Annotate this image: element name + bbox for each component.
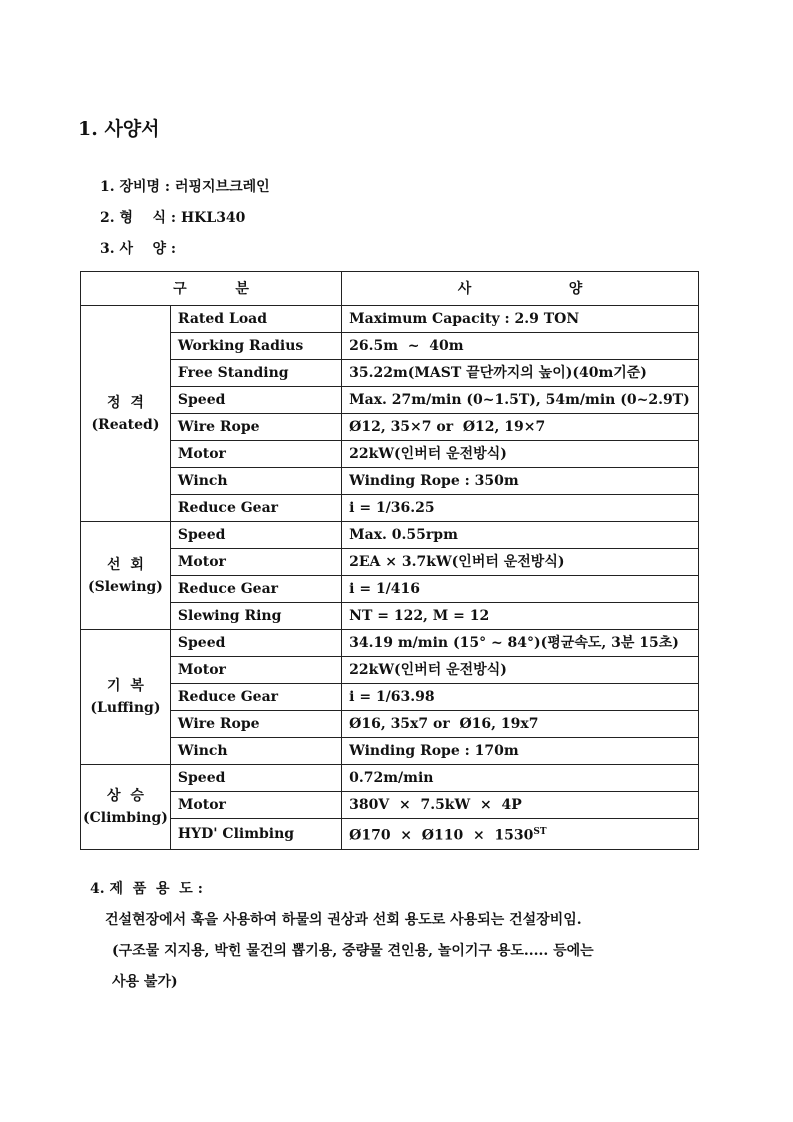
value-text: 34.19 m/min (15° ~ 84°)(평균속도, 3분 15초) <box>349 635 679 651</box>
item-cell: Reduce Gear <box>170 495 341 522</box>
item-cell: Winch <box>170 738 341 765</box>
table-row <box>81 441 699 468</box>
value-text: i = 1/416 <box>349 581 421 597</box>
value-text: 22kW(인버터 운전방식) <box>349 446 507 462</box>
value-text: 35.22m(MAST 끝단까지의 높이)(40m기준) <box>349 365 647 381</box>
table-row <box>81 738 699 765</box>
table-row <box>81 414 699 441</box>
item-cell: Free Standing <box>170 360 341 387</box>
item-cell: HYD' Climbing <box>170 819 341 850</box>
spec-label: 3. 사 양 : <box>100 241 177 257</box>
equipment-name-label: 1. 장비명 : <box>100 179 171 195</box>
group-name-en: (Slewing) <box>87 578 163 595</box>
equipment-name-value: 러핑지브크레인 <box>174 179 270 195</box>
value-cell <box>342 738 699 765</box>
value-text: Winding Rope : 170m <box>349 743 519 759</box>
table-row <box>81 360 699 387</box>
item-cell: Motor <box>170 549 341 576</box>
group-cell <box>81 765 171 850</box>
table-header-row <box>81 272 699 306</box>
value-cell <box>342 441 699 468</box>
group-name-en: (Climbing) <box>82 809 168 826</box>
usage-line-2: (구조물 지지용, 박힌 물건의 뽑기용, 중량물 견인용, 놀이기구 용도..... 등에는 <box>112 943 594 959</box>
value-cell <box>342 360 699 387</box>
value-cell <box>342 468 699 495</box>
table-row <box>81 306 699 333</box>
value-cell <box>342 630 699 657</box>
item-cell: Speed <box>170 765 341 792</box>
group-cell <box>81 522 171 630</box>
value-text: 380V × 7.5kW × 4P <box>349 797 522 813</box>
table-row <box>81 603 699 630</box>
value-text: Ø16, 35x7 or Ø16, 19x7 <box>349 716 539 732</box>
value-cell <box>342 576 699 603</box>
group-name-en: (Luffing) <box>90 700 161 716</box>
table-row <box>81 387 699 414</box>
value-text: 26.5m ~ 40m <box>349 338 464 354</box>
table-row <box>81 711 699 738</box>
table-row <box>81 630 699 657</box>
value-cell <box>342 333 699 360</box>
value-cell <box>342 414 699 441</box>
value-text: Winding Rope : 350m <box>349 473 519 489</box>
table-row <box>81 765 699 792</box>
item-cell: Wire Rope <box>170 414 341 441</box>
value-cell <box>342 522 699 549</box>
value-text: Ø12, 35×7 or Ø12, 19×7 <box>349 419 546 435</box>
table-row <box>81 468 699 495</box>
group-name-ko: 상 승 <box>107 787 144 804</box>
header-spec: 사 양 <box>342 272 699 306</box>
table-row <box>81 657 699 684</box>
table-row <box>81 576 699 603</box>
equipment-name-line <box>100 176 270 196</box>
value-cell <box>342 549 699 576</box>
value-text: Ø170 × Ø110 × 1530 <box>349 827 534 844</box>
item-cell: Speed <box>170 387 341 414</box>
value-text: i = 1/36.25 <box>349 500 435 516</box>
item-cell: Speed <box>170 630 341 657</box>
spec-table <box>80 271 699 850</box>
group-cell <box>81 306 171 522</box>
item-cell: Motor <box>170 441 341 468</box>
value-cell <box>342 387 699 414</box>
table-row <box>81 684 699 711</box>
table-row <box>81 549 699 576</box>
value-superscript: ST <box>533 827 547 837</box>
item-cell: Winch <box>170 468 341 495</box>
group-name-ko: 기 복 <box>107 678 144 694</box>
spec-line <box>100 238 176 258</box>
item-cell: Reduce Gear <box>170 576 341 603</box>
value-text: 22kW(인버터 운전방식) <box>349 662 507 678</box>
group-cell <box>81 630 171 765</box>
group-name-en: (Reated) <box>91 416 160 433</box>
usage-line-1: 건설현장에서 훅을 사용하여 하물의 권상과 선회 용도로 사용되는 건설장비임. <box>105 912 582 928</box>
item-cell: Motor <box>170 792 341 819</box>
value-text: 2EA × 3.7kW(인버터 운전방식) <box>349 554 565 570</box>
value-cell <box>342 711 699 738</box>
group-name-ko: 정 격 <box>107 394 144 411</box>
value-cell <box>342 306 699 333</box>
table-row <box>81 522 699 549</box>
table-row <box>81 333 699 360</box>
header-category: 구 분 <box>81 272 342 306</box>
model-line <box>100 207 245 227</box>
spec-table-body <box>81 272 699 850</box>
item-cell: Wire Rope <box>170 711 341 738</box>
section-title: 1. 사양서 <box>78 118 160 140</box>
item-cell: Speed <box>170 522 341 549</box>
value-text: NT = 122, M = 12 <box>349 608 490 624</box>
item-cell: Slewing Ring <box>170 603 341 630</box>
value-cell <box>342 819 699 850</box>
value-text: Max. 0.55rpm <box>349 527 458 543</box>
value-cell <box>342 603 699 630</box>
item-cell: Motor <box>170 657 341 684</box>
value-cell <box>342 495 699 522</box>
usage-heading: 4. 제 품 용 도 : <box>90 881 203 897</box>
model-value: HKL340 <box>180 210 246 226</box>
usage-line-3: 사용 불가) <box>112 974 178 990</box>
table-row <box>81 495 699 522</box>
table-row <box>81 819 699 850</box>
value-text: Maximum Capacity : 2.9 TON <box>349 311 580 327</box>
value-cell <box>342 684 699 711</box>
value-text: i = 1/63.98 <box>349 689 435 705</box>
value-text: 0.72m/min <box>349 770 434 786</box>
value-cell <box>342 765 699 792</box>
item-cell: Reduce Gear <box>170 684 341 711</box>
value-cell <box>342 792 699 819</box>
item-cell: Rated Load <box>170 306 341 333</box>
value-text: Max. 27m/min (0~1.5T), 54m/min (0~2.9T) <box>349 392 690 408</box>
model-label: 2. 형 식 : <box>100 210 177 226</box>
table-row <box>81 792 699 819</box>
group-name-ko: 선 회 <box>107 556 144 573</box>
value-cell <box>342 657 699 684</box>
item-cell: Working Radius <box>170 333 341 360</box>
